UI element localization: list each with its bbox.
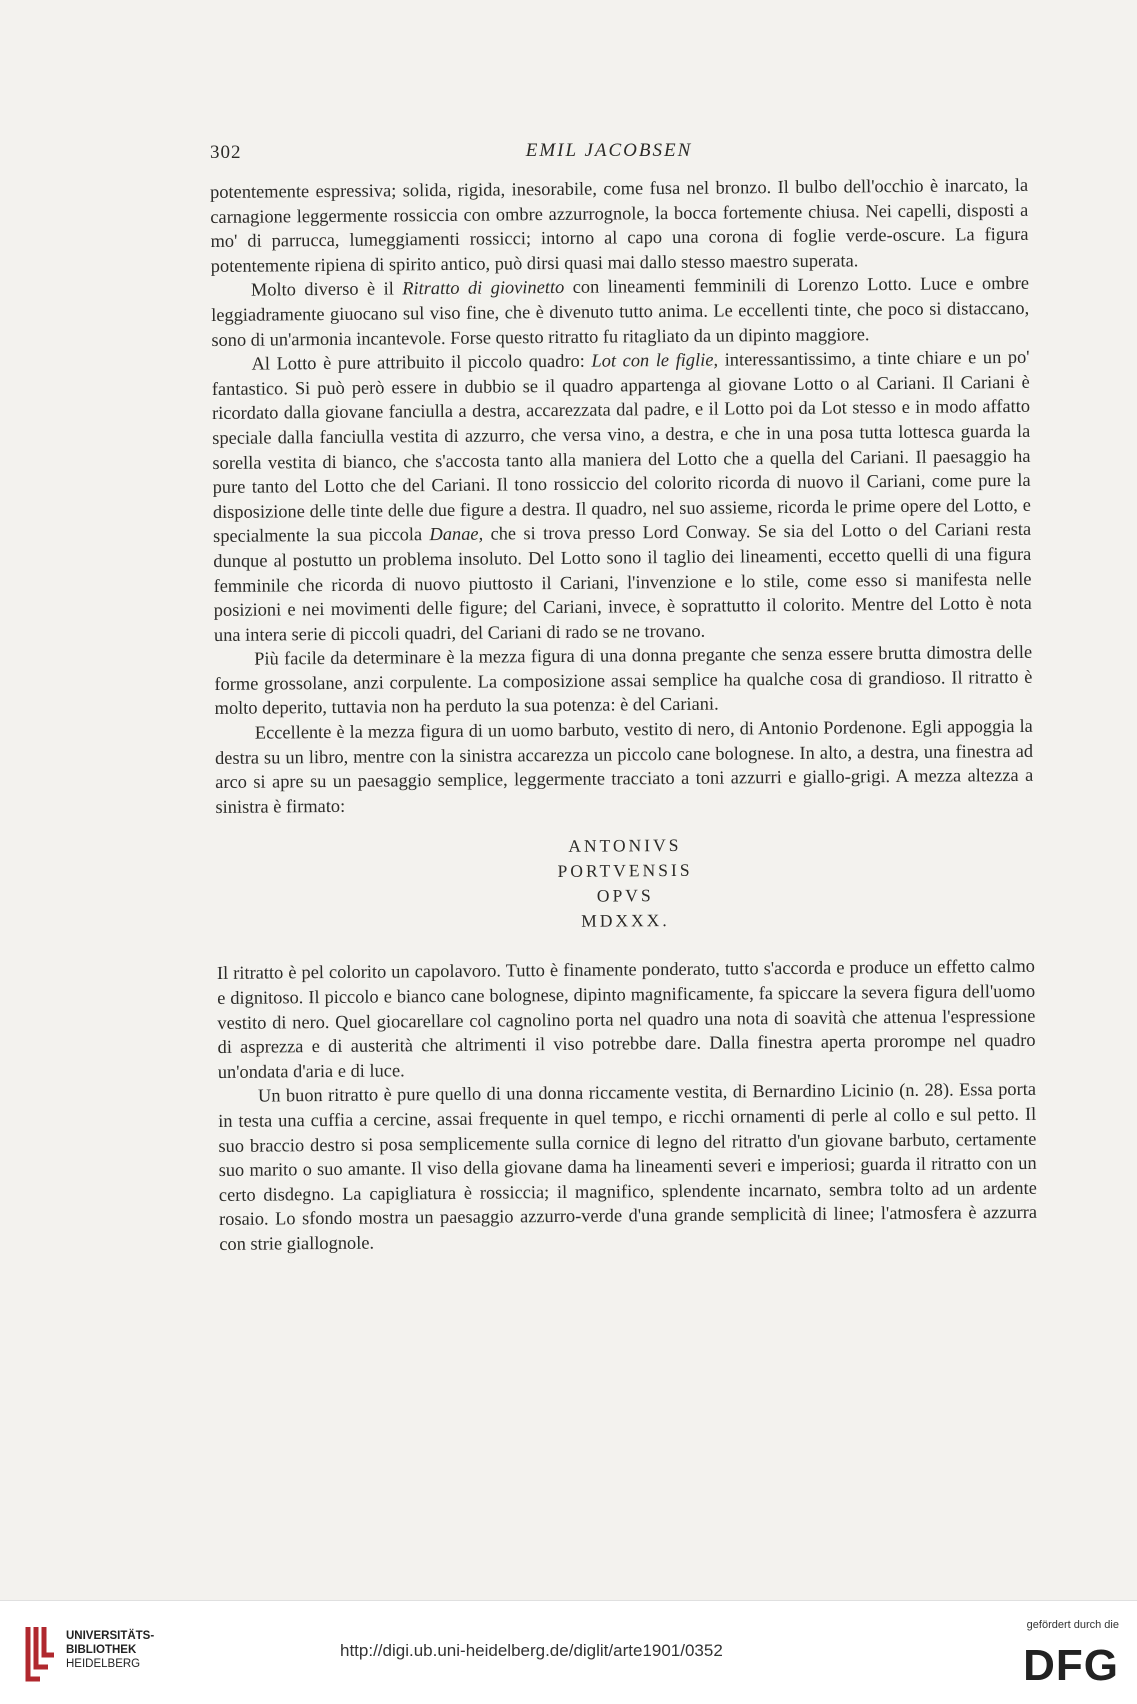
paragraph: Molto diverso è il Ritratto di giovinetto con lineamenti femminili di Lorenzo Lotto. Luce e ombre leggiadramente giuocano sul viso fine, che è divenuto tutto anima. Le eccellenti tinte, che poco si distaccano, sono di un'armonia incantevole. Forse questo ritratto fu ritagliato da un dipinto maggiore. — [211, 273, 1030, 350]
funding-label: gefördert durch die — [1026, 1619, 1119, 1631]
inscription-line: ANTONIVS — [568, 835, 682, 857]
inscription-line: PORTVENSIS — [557, 860, 693, 882]
paragraph: Al Lotto è pure attribuito il piccolo quadro: Lot con le figlie, interessantissimo, a tinte chiare e un po' fantastico. Si può però essere in dubbio se il quadro appartenga al giovane Lotto o al Cariani. Il Cariani è ricordato dalla giovane fanciulla a destra, accarezzata dal padre, e il Lotto poi da Lot stesso e in modo affatto speciale dalla fanciulla vestita di azzurro, che versa vino, a destra, e che in una posa tutta lottesca guarda la sorella vestita di bianco, che s'accosta tanto alla maniera del Lotto che a quella del Cariani. Il paesaggio ha pure tanto del Lotto che del Cariani. Il tono rossiccio del colorito ricorda di nuovo il Cariani, come pure la disposizione delle tinte delle due figure a destra. Il quadro, nel suo assieme, ricorda le prime opere del Lotto, e specialmente la sua piccola Danae, che si trova presso Lord Conway. Se sia del Lotto o del Cariani resta dunque al postutto un problema insoluto. Del Lotto sono il taglio dei lineamenti, eccetto quelli di una figura femminile che ricorda di nuovo piuttosto il Cariani, l'invenzione e lo stile, come esso si manifesta nelle posizioni e nei movimenti delle figure; del Cariani, invece, è soprattutto il colorito. Mentre del Lotto è nota una intera serie di piccoli quadri, del Cariani di rado se ne trovano. — [211, 347, 1032, 645]
italic-title: Danae, — [429, 523, 484, 545]
body-text — [210, 173, 1037, 1257]
inscription — [216, 830, 1035, 937]
library-name: UNIVERSITÄTS- BIBLIOTHEK HEIDELBERG — [66, 1630, 155, 1670]
permalink[interactable]: http://digi.ub.uni-heidelberg.de/diglit/arte1901/0352 — [340, 1641, 723, 1660]
italic-title: Ritratto di giovinetto — [402, 277, 565, 299]
paragraph: potentemente espressiva; solida, rigida, inesorabile, come fusa nel bronzo. Il bulbo dell'occhio è inarcato, la carnagione leggermente rossiccia con ombre azzurrognole, la bocca fortemente chiusa. Nei capelli, disposti a mo' di parrucca, lumeggiamenti rossicci; intorno al capo una corona di foglie verde-oscure. La figura potentemente ripiena di spirito antico, può dirsi quasi mai dallo stesso maestro superata. — [210, 174, 1029, 276]
inscription-line: OPVS — [596, 885, 654, 907]
italic-title: Lot con le figlie, — [591, 349, 719, 371]
library-logo-icon — [24, 1623, 58, 1683]
page-header — [200, 138, 1018, 168]
page-number: 302 — [210, 142, 242, 163]
running-head: EMIL JACOBSEN — [525, 140, 693, 161]
paragraph: Più facile da determinare è la mezza figura di una donna pregante che senza essere brutta dimostra delle forme grossolane, anzi corpulente. La composizione assai semplice ha qualche cosa di grandioso. Il ritratto è molto deperito, tuttavia non ha perduto la sua potenza: è del Cariani. — [214, 642, 1033, 719]
inscription-line: MDXXX. — [581, 910, 670, 932]
paragraph: Eccellente è la mezza figura di un uomo barbuto, vestito di nero, di Antonio Pordenone. Egli appoggia la destra su un libro, mentre con la sinistra accarezza un piccolo cane bolognese. In alto, a destra, una finestra ad arco si apre su un paesaggio semplice, leggermente tracciato a toni azzurri e giallo-grigi. A mezza altezza a sinistra è firmato: — [214, 715, 1034, 817]
paragraph: Un buon ritratto è pure quello di una donna riccamente vestita, di Bernardino Licinio (n. 28). Essa porta in testa una cuffia a cercine, assai frequente in quel tempo, e ricchi ornamenti di perle al collo e sul petto. Il suo braccio destro si posa semplicemente sulla cornice di legno del ritratto d'un giovane barbuto, certamente suo marito o suo amante. Il viso della giovane dama ha lineamenti severi e imperiosi; guarda il ritratto con un certo disdegno. La capigliatura è rossiccia; il magnifico, splendente incarnato, sembra tolto ad un ardente rosaio. Lo sfondo mostra un paesaggio azzurro-verde d'una grande semplicità di linee; l'atmosfera è azzurra con strie giallognole. — [218, 1079, 1038, 1254]
dfg-logo: DFG — [1023, 1641, 1119, 1690]
digitization-footer — [0, 1600, 1137, 1704]
paragraph: Il ritratto è pel colorito un capolavoro. Tutto è finamente ponderato, tutto s'accorda e produce un effetto calmo e dignitoso. Il piccolo e bianco cane bolognese, dipinto magnificamente, fa spiccare la severa figura dell'uomo vestito di nero. Quel giocarellare col cagnolino porta nel quadro una nota di soavità che attenua l'espressione di asprezza e di austerità che altrimenti il viso potrebbe dare. Dalla finestra aperta prorompe nel quadro un'ondata d'aria e di luce. — [216, 956, 1036, 1082]
